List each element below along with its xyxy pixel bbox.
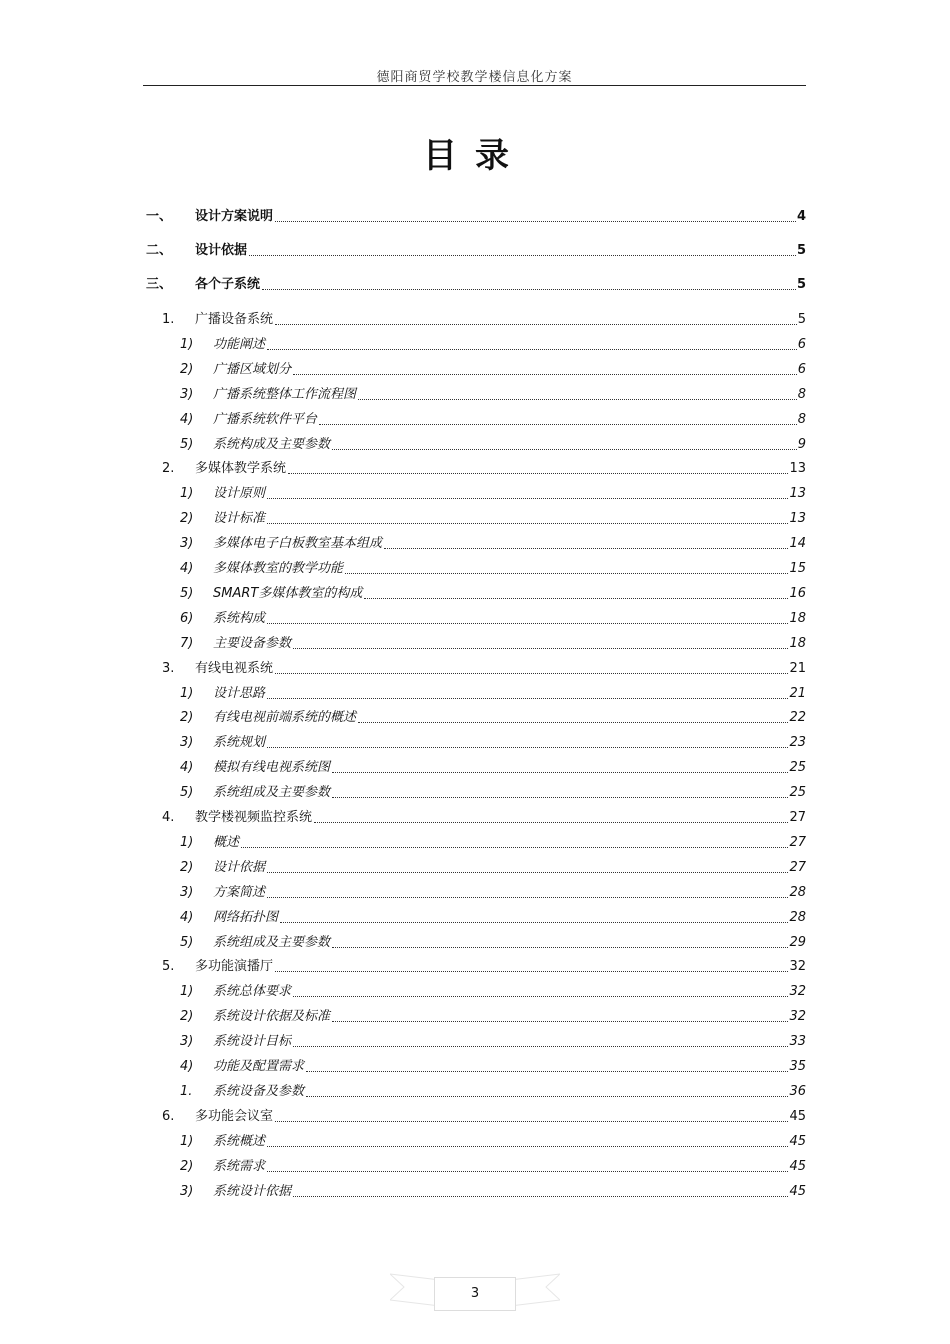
toc-entry-number: 4) — [180, 411, 194, 427]
toc-entry[interactable] — [180, 634, 806, 654]
toc-entry-number: 5) — [180, 785, 194, 801]
toc-dot-leader — [267, 349, 797, 350]
toc-entry-page: 28 — [789, 884, 806, 900]
toc-dot-leader — [332, 772, 788, 773]
toc-entry-page: 25 — [789, 760, 806, 776]
toc-entry-number: 2) — [180, 361, 194, 377]
toc-entry-page: 8 — [797, 386, 806, 402]
toc-entry-number: 3) — [180, 735, 194, 751]
toc-entry-page: 33 — [789, 1034, 806, 1050]
toc-entry-number: 三、 — [146, 277, 173, 292]
toc-entry-title: 多媒体电子白板教室基本组成 — [213, 536, 383, 552]
toc-entry-page: 6 — [797, 361, 806, 377]
toc-dot-leader — [293, 374, 797, 375]
toc-dot-leader — [267, 498, 788, 499]
toc-entry[interactable] — [180, 410, 806, 430]
toc-entry[interactable] — [162, 310, 806, 330]
toc-entry[interactable] — [180, 833, 806, 853]
toc-entry-page: 5 — [796, 277, 806, 292]
toc-entry-number: 1) — [180, 984, 194, 1000]
toc-entry-page: 13 — [789, 511, 806, 527]
toc-entry-page: 5 — [796, 243, 806, 258]
toc-entry-page: 6 — [797, 336, 806, 352]
toc-dot-leader — [249, 255, 796, 256]
toc-entry-number: 5) — [180, 934, 194, 950]
toc-dot-leader — [275, 324, 797, 325]
toc-entry-title: SMART多媒体教室的构成 — [213, 585, 363, 601]
toc-entry[interactable] — [180, 783, 806, 803]
toc-entry-number: 1) — [180, 1133, 194, 1149]
toc-entry-page: 45 — [789, 1108, 806, 1124]
toc-entry-number: 4) — [180, 909, 194, 925]
toc-dot-leader — [267, 523, 788, 524]
toc-entry-title: 系统构成 — [213, 610, 266, 626]
toc-entry[interactable] — [180, 708, 806, 728]
toc-entry-number: 3) — [180, 1034, 194, 1050]
toc-entry-page: 29 — [789, 934, 806, 950]
toc-entry[interactable] — [180, 1157, 806, 1177]
toc-entry-page: 27 — [789, 810, 806, 825]
toc-entry-page: 45 — [789, 1133, 806, 1149]
ribbon-right-decoration — [510, 1266, 560, 1312]
toc-entry-title: 教学楼视频监控系统 — [195, 810, 313, 825]
toc-entry-page: 14 — [789, 536, 806, 552]
toc-entry[interactable] — [162, 957, 806, 977]
toc-entry-title: 系统规划 — [213, 735, 266, 751]
toc-entry-title: 网络拓扑图 — [213, 909, 279, 925]
toc-entry[interactable] — [162, 659, 806, 679]
toc-entry-title: 系统设备及参数 — [213, 1083, 305, 1099]
toc-entry[interactable] — [180, 908, 806, 928]
toc-entry-page: 35 — [789, 1059, 806, 1074]
running-header: 德阳商贸学校教学楼信息化方案 — [376, 70, 573, 85]
toc-entry[interactable] — [162, 808, 806, 828]
toc-entry-title: 系统组成及主要参数 — [213, 785, 331, 801]
toc-entry-title: 多功能会议室 — [195, 1108, 274, 1124]
page-title: 目录 — [423, 136, 527, 176]
toc-entry-title: 各个子系统 — [195, 277, 261, 292]
toc-entry-title: 设计依据 — [195, 243, 248, 258]
toc-entry-number: 3) — [180, 884, 194, 900]
toc-entry-number: 3) — [180, 1183, 194, 1199]
toc-entry[interactable] — [180, 1182, 806, 1202]
toc-entry-page: 21 — [789, 660, 806, 676]
toc-dot-leader — [288, 473, 788, 474]
toc-dot-leader — [293, 1046, 788, 1047]
toc-dot-leader — [332, 449, 797, 450]
toc-entry-number: 4) — [180, 760, 194, 776]
toc-entry-title: 系统概述 — [213, 1133, 266, 1149]
toc-entry-page: 23 — [789, 735, 806, 751]
toc-entry-title: 设计思路 — [213, 685, 266, 701]
toc-dot-leader — [275, 221, 796, 222]
toc-entry-title: 广播系统软件平台 — [213, 411, 318, 427]
toc-dot-leader — [314, 822, 788, 823]
toc-entry-page: 27 — [789, 834, 806, 850]
page-number: 3 — [434, 1277, 516, 1311]
toc-entry-page: 13 — [789, 486, 806, 502]
toc-entry-title: 多媒体教学系统 — [195, 461, 287, 477]
toc-dot-leader — [358, 722, 788, 723]
toc-entry-title: 有线电视系统 — [195, 660, 274, 676]
toc-entry[interactable] — [180, 758, 806, 778]
toc-entry-number: 2) — [180, 859, 194, 875]
toc-entry-title: 广播设备系统 — [195, 312, 274, 327]
toc-entry-number: 2) — [180, 511, 194, 527]
toc-dot-leader — [332, 1021, 788, 1022]
toc-entry-number: 6) — [180, 610, 194, 626]
toc-entry[interactable] — [180, 534, 806, 554]
toc-dot-leader — [267, 872, 788, 873]
toc-entry-page: 8 — [797, 411, 806, 427]
toc-entry[interactable] — [162, 1107, 806, 1127]
toc-entry-title: 设计依据 — [213, 859, 266, 875]
toc-entry[interactable] — [180, 435, 806, 455]
toc-entry-page: 21 — [789, 685, 806, 701]
toc-entry-number: 2) — [180, 1158, 194, 1174]
toc-entry-page: 9 — [797, 436, 806, 452]
toc-entry-page: 27 — [789, 859, 806, 875]
toc-entry-title: 多媒体教室的教学功能 — [213, 561, 344, 576]
toc-entry[interactable] — [180, 385, 806, 405]
toc-dot-leader — [293, 648, 788, 649]
toc-entry[interactable] — [180, 584, 806, 604]
toc-entry-page: 18 — [789, 635, 806, 651]
toc-entry-number: 4) — [180, 1059, 194, 1074]
toc-entry-title: 设计原则 — [213, 486, 266, 502]
toc-dot-leader — [275, 1121, 788, 1122]
toc-dot-leader — [275, 971, 788, 972]
toc-entry-title: 主要设备参数 — [213, 635, 292, 651]
toc-entry-number: 1) — [180, 834, 194, 850]
toc-entry-number: 1) — [180, 685, 194, 701]
toc-dot-leader — [267, 747, 788, 748]
toc-dot-leader — [267, 623, 788, 624]
toc-entry-page: 16 — [789, 585, 806, 601]
toc-entry-number: 3) — [180, 536, 194, 552]
header-rule — [143, 85, 806, 86]
toc-entry-page: 15 — [789, 561, 806, 576]
toc-entry-title: 系统构成及主要参数 — [213, 436, 331, 452]
toc-entry[interactable] — [180, 509, 806, 529]
toc-entry-number: 1) — [180, 486, 194, 502]
toc-entry[interactable] — [180, 684, 806, 704]
toc-entry-title: 系统设计依据及标准 — [213, 1009, 331, 1025]
toc-entry-page: 32 — [789, 959, 806, 975]
toc-entry-number: 3. — [162, 660, 175, 676]
toc-dot-leader — [332, 797, 788, 798]
toc-entry-page: 22 — [789, 710, 806, 726]
toc-entry[interactable] — [146, 241, 806, 261]
toc-entry[interactable] — [180, 360, 806, 380]
toc-dot-leader — [384, 548, 788, 549]
toc-entry-page: 18 — [789, 610, 806, 626]
toc-entry[interactable] — [180, 858, 806, 878]
toc-entry[interactable] — [162, 459, 806, 479]
toc-entry-title: 设计标准 — [213, 511, 266, 527]
toc-entry-title: 系统组成及主要参数 — [213, 934, 331, 950]
toc-entry[interactable] — [146, 275, 806, 295]
toc-entry-page: 45 — [789, 1183, 806, 1199]
toc-entry-number: 1) — [180, 336, 194, 352]
toc-entry-number: 3) — [180, 386, 194, 402]
toc-dot-leader — [262, 289, 796, 290]
toc-entry-number: 4. — [162, 810, 175, 825]
toc-entry[interactable] — [180, 982, 806, 1002]
toc-dot-leader — [267, 1146, 788, 1147]
toc-entry-number: 2) — [180, 710, 194, 726]
toc-entry-page: 36 — [789, 1083, 806, 1099]
toc-entry[interactable] — [180, 559, 806, 579]
toc-entry-page: 5 — [797, 312, 806, 327]
toc-entry[interactable] — [180, 1032, 806, 1052]
toc-dot-leader — [280, 922, 788, 923]
toc-entry[interactable] — [180, 933, 806, 953]
toc-entry[interactable] — [180, 883, 806, 903]
toc-entry[interactable] — [180, 609, 806, 629]
toc-entry[interactable] — [146, 207, 806, 227]
ribbon-left-decoration — [390, 1266, 440, 1312]
toc-entry-number: 5) — [180, 436, 194, 452]
toc-dot-leader — [306, 1071, 788, 1072]
toc-entry[interactable] — [180, 1132, 806, 1152]
toc-dot-leader — [364, 598, 788, 599]
toc-entry-title: 系统设计依据 — [213, 1183, 292, 1199]
toc-entry-title: 概述 — [213, 834, 240, 850]
toc-dot-leader — [345, 573, 788, 574]
toc-entry-title: 系统需求 — [213, 1158, 266, 1174]
toc-entry-page: 13 — [789, 461, 806, 477]
toc-entry-title: 设计方案说明 — [195, 209, 274, 224]
toc-entry-page: 25 — [789, 785, 806, 801]
toc-entry-page: 32 — [789, 984, 806, 1000]
toc-entry[interactable] — [180, 733, 806, 753]
toc-dot-leader — [319, 424, 797, 425]
toc-entry-title: 有线电视前端系统的概述 — [213, 710, 357, 726]
toc-entry-title: 广播系统整体工作流程图 — [213, 386, 357, 402]
toc-entry-number: 1. — [180, 1083, 193, 1099]
toc-entry-title: 功能阐述 — [213, 336, 266, 352]
toc-entry-number: 5. — [162, 959, 175, 975]
toc-entry-number: 5) — [180, 585, 194, 601]
toc-entry-number: 7) — [180, 635, 194, 651]
toc-entry-page: 32 — [789, 1009, 806, 1025]
toc-entry-number: 6. — [162, 1108, 175, 1124]
toc-entry[interactable] — [180, 1082, 806, 1102]
toc-dot-leader — [306, 1096, 788, 1097]
toc-entry-number: 4) — [180, 561, 194, 576]
toc-entry-title: 系统设计目标 — [213, 1034, 292, 1050]
toc-dot-leader — [332, 947, 788, 948]
toc-entry-title: 方案简述 — [213, 884, 266, 900]
toc-dot-leader — [267, 897, 788, 898]
toc-entry-number: 一、 — [146, 209, 173, 224]
toc-entry-number: 2. — [162, 461, 175, 477]
toc-entry[interactable] — [180, 1057, 806, 1077]
toc-dot-leader — [293, 996, 788, 997]
toc-entry-page: 45 — [789, 1158, 806, 1174]
toc-entry[interactable] — [180, 484, 806, 504]
toc-dot-leader — [241, 847, 788, 848]
toc-entry[interactable] — [180, 1007, 806, 1027]
toc-entry-page: 28 — [789, 909, 806, 925]
toc-dot-leader — [293, 1196, 788, 1197]
toc-dot-leader — [275, 673, 788, 674]
toc-entry[interactable] — [180, 335, 806, 355]
toc-entry-number: 二、 — [146, 243, 173, 258]
toc-entry-number: 1. — [162, 312, 175, 327]
toc-entry-title: 多功能演播厅 — [195, 959, 274, 975]
toc-dot-leader — [358, 399, 797, 400]
toc-entry-page: 4 — [796, 209, 806, 224]
toc-dot-leader — [267, 698, 788, 699]
toc-entry-title: 模拟有线电视系统图 — [213, 760, 331, 776]
toc-dot-leader — [267, 1171, 788, 1172]
toc-entry-title: 功能及配置需求 — [213, 1059, 305, 1074]
toc-entry-title: 广播区域划分 — [213, 361, 292, 377]
toc-entry-number: 2) — [180, 1009, 194, 1025]
toc-entry-title: 系统总体要求 — [213, 984, 292, 1000]
